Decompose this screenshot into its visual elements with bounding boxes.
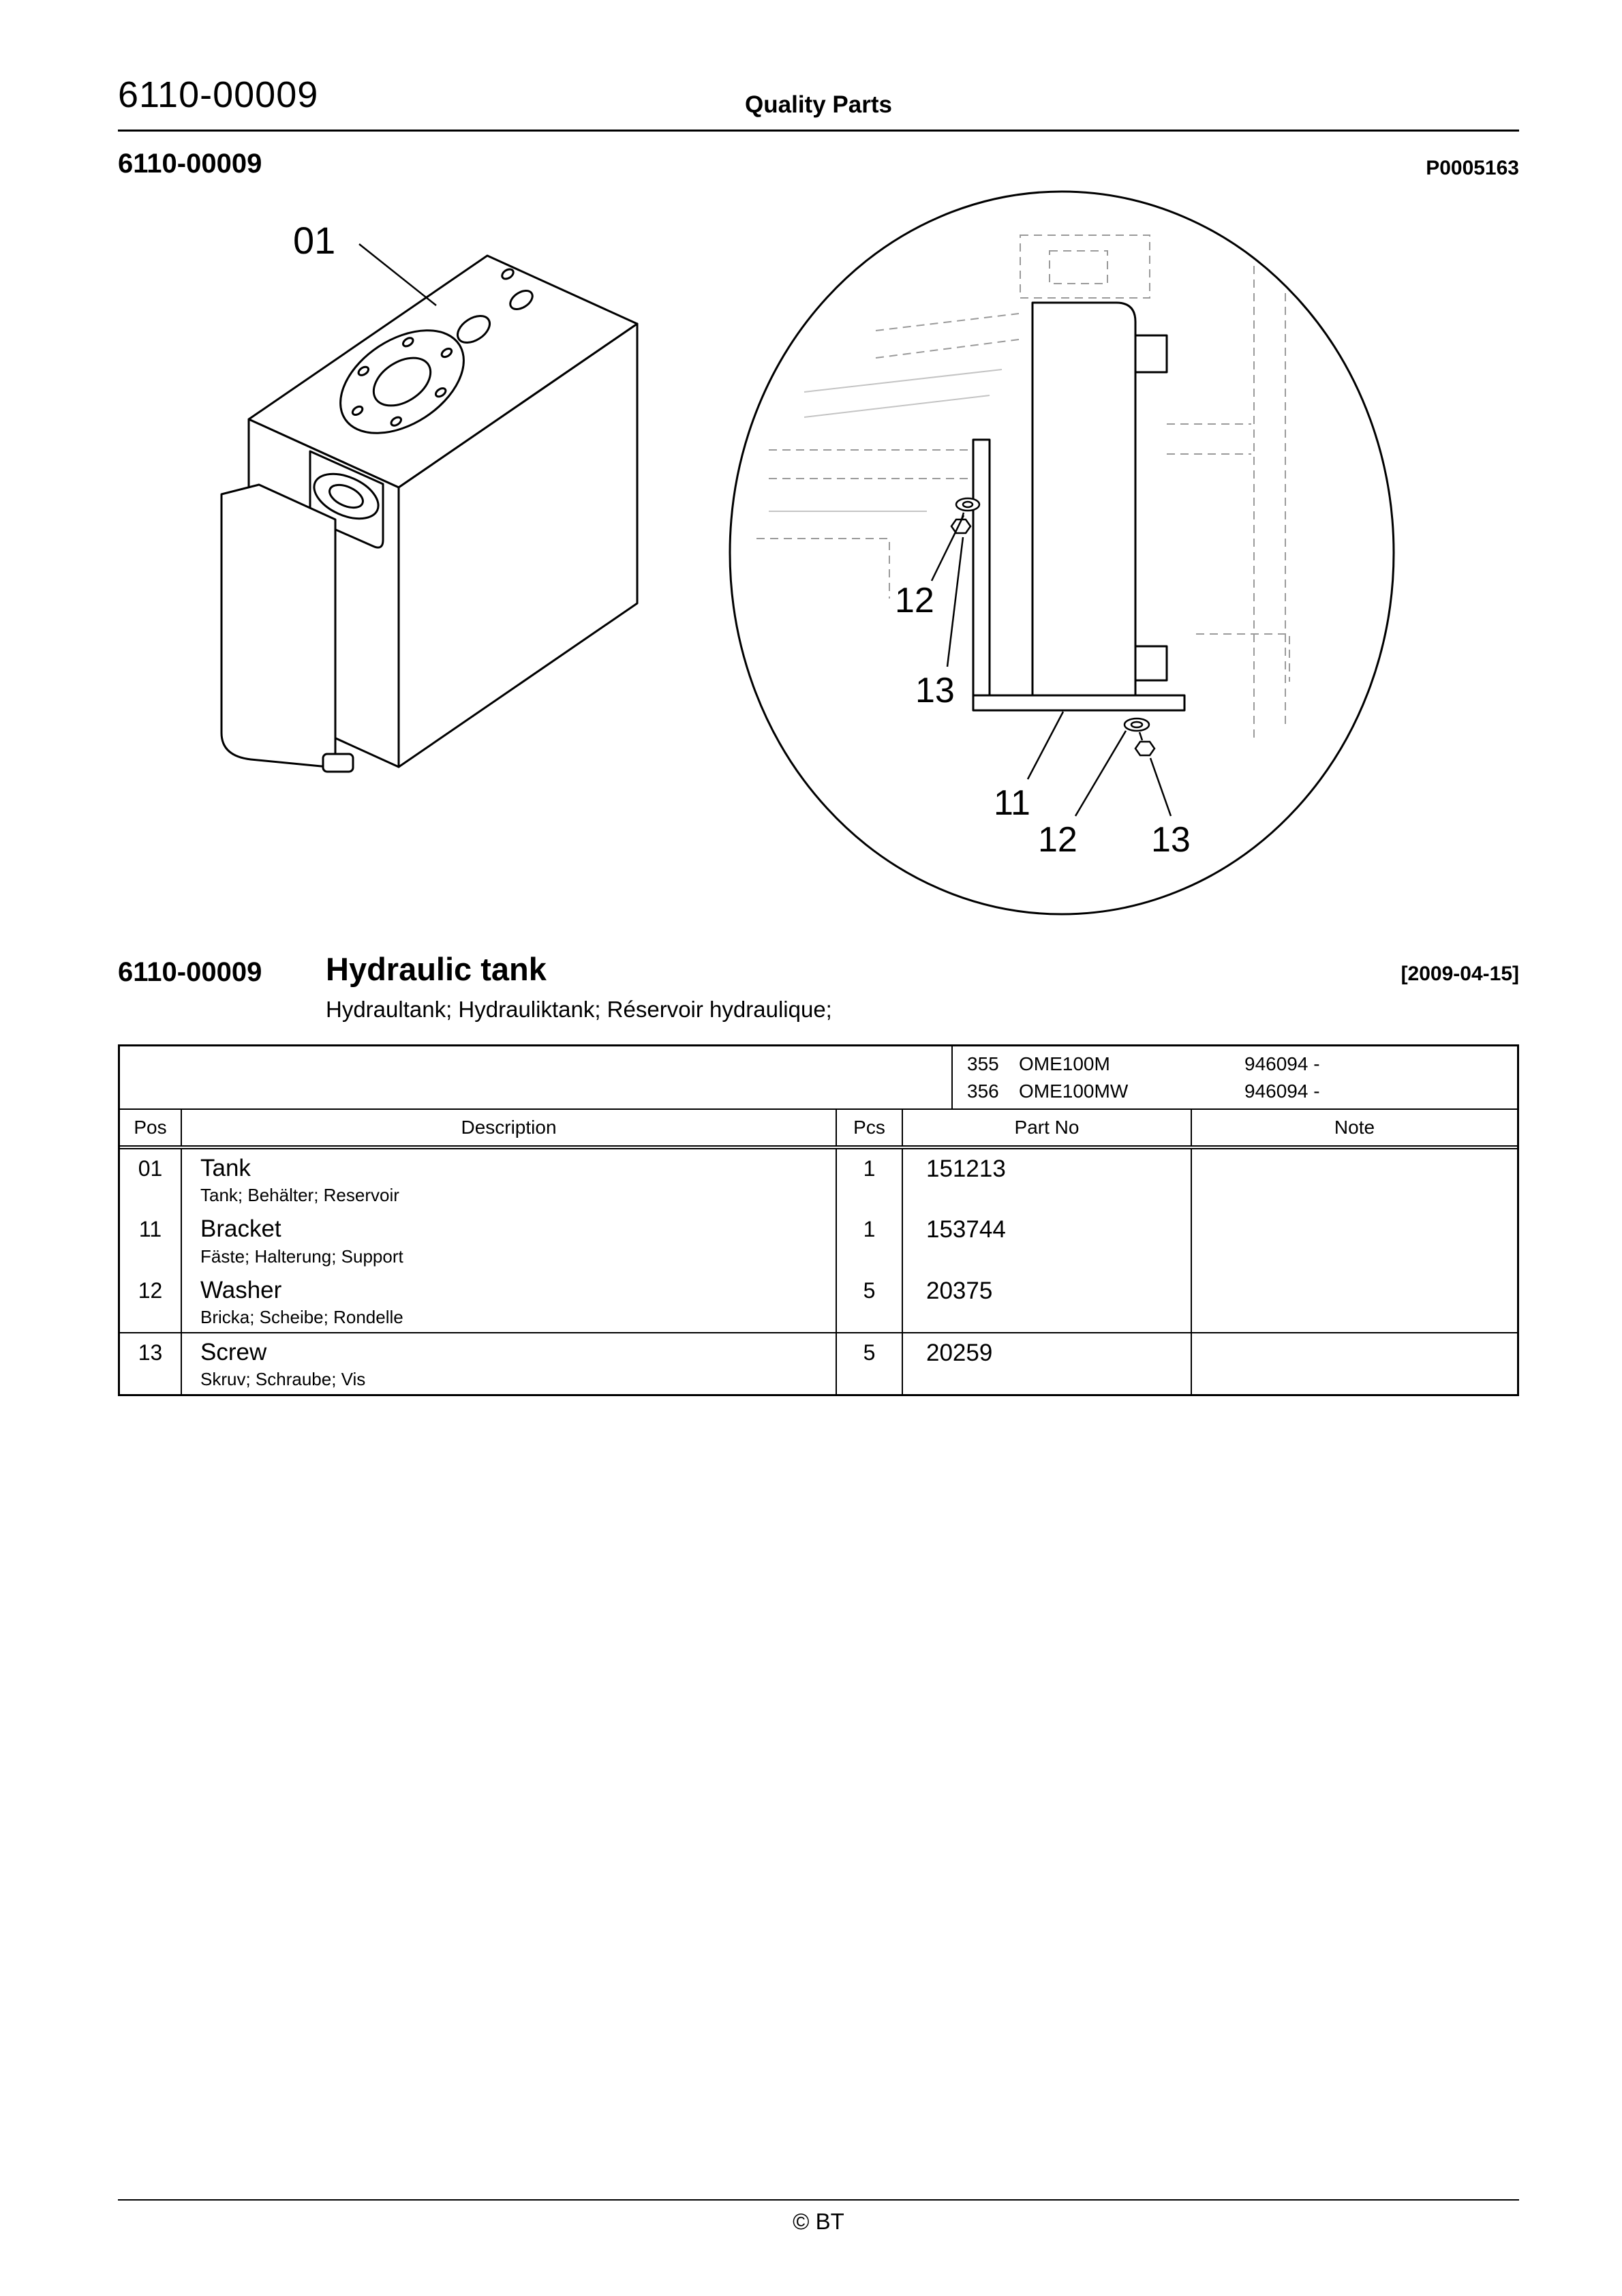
cell-part-no: 153744 xyxy=(903,1210,1192,1271)
bracket-leg xyxy=(973,440,990,697)
model-code: 355 xyxy=(967,1053,999,1074)
table-row xyxy=(120,1149,1517,1210)
callout-washer-lower: 12 xyxy=(1038,820,1077,860)
panel-tab-lower xyxy=(1135,646,1167,680)
cell-pcs: 5 xyxy=(837,1271,903,1332)
frame-panel xyxy=(1032,303,1167,695)
bracket-flange xyxy=(973,695,1184,710)
leader-tank xyxy=(359,244,436,305)
parts-figure xyxy=(0,157,1622,954)
fastener-lower xyxy=(1124,719,1154,755)
screw-lower-icon xyxy=(1135,742,1154,755)
cell-pcs: 1 xyxy=(837,1210,903,1271)
page-doc-number: 6110-00009 xyxy=(118,74,319,115)
cell-description xyxy=(182,1149,837,1210)
panel-outline xyxy=(1032,303,1135,695)
model-row xyxy=(967,1081,1517,1102)
callout-washer-upper: 12 xyxy=(895,581,934,620)
cell-description xyxy=(182,1333,837,1394)
model-serial: 946094 - xyxy=(1244,1080,1320,1102)
section-code: 6110-00009 xyxy=(118,957,262,987)
leader-screw-lower xyxy=(1150,758,1171,816)
cell-part-no: 20375 xyxy=(903,1271,1192,1332)
cell-pos: 11 xyxy=(120,1210,182,1271)
page-header-title: Quality Parts xyxy=(745,91,892,118)
cell-description xyxy=(182,1210,837,1271)
model-code: 356 xyxy=(967,1080,999,1102)
callout-screw-upper: 13 xyxy=(915,671,955,710)
cell-note xyxy=(1192,1149,1517,1210)
footer-rule xyxy=(118,2199,1519,2201)
header-rule xyxy=(118,130,1519,132)
cell-description xyxy=(182,1271,837,1332)
part-name-multilang: Skruv; Schraube; Vis xyxy=(200,1369,366,1389)
cell-pcs: 5 xyxy=(837,1333,903,1394)
section-title: Hydraulic tank xyxy=(326,951,547,987)
model-serial: 946094 - xyxy=(1244,1053,1320,1074)
table-row xyxy=(120,1332,1517,1394)
cell-pos: 01 xyxy=(120,1149,182,1210)
parts-table xyxy=(118,1044,1519,1396)
part-name: Tank xyxy=(200,1155,251,1181)
header-note: Note xyxy=(1334,1117,1375,1138)
leader-screw-upper xyxy=(947,537,963,667)
part-name-multilang: Tank; Behälter; Reservoir xyxy=(200,1185,399,1206)
tank-foot xyxy=(323,754,353,772)
detail-context-faint xyxy=(769,369,1002,511)
table-header-row xyxy=(120,1110,1517,1149)
part-name: Washer xyxy=(200,1276,282,1303)
header-description: Description xyxy=(182,1110,837,1145)
models-list xyxy=(953,1046,1517,1108)
tank-step xyxy=(221,485,335,768)
model-name: OME100M xyxy=(1019,1053,1110,1074)
callout-screw-lower: 13 xyxy=(1151,820,1191,860)
table-row xyxy=(120,1271,1517,1332)
header-pcs: Pcs xyxy=(837,1110,903,1145)
table-row xyxy=(120,1210,1517,1271)
header-pos: Pos xyxy=(120,1110,182,1145)
cell-note xyxy=(1192,1333,1517,1394)
panel-tab-upper xyxy=(1135,335,1167,372)
cell-pos: 12 xyxy=(120,1271,182,1332)
cell-note xyxy=(1192,1210,1517,1271)
part-name: Screw xyxy=(200,1338,267,1365)
detail-context-dashed xyxy=(756,235,1289,743)
figure-image-ref: P0005163 xyxy=(1426,157,1519,179)
tank-drawing xyxy=(221,256,637,772)
figure-doc-number: 6110-00009 xyxy=(118,149,262,179)
leader-washer-lower xyxy=(1075,731,1126,816)
cell-note xyxy=(1192,1271,1517,1332)
part-name-multilang: Bricka; Scheibe; Rondelle xyxy=(200,1306,403,1327)
cell-part-no: 151213 xyxy=(903,1149,1192,1210)
cell-pcs: 1 xyxy=(837,1149,903,1210)
leader-bracket xyxy=(1028,712,1063,779)
part-name: Bracket xyxy=(200,1215,281,1243)
cell-pos: 13 xyxy=(120,1333,182,1394)
cell-part-no: 20259 xyxy=(903,1333,1192,1394)
callout-tank: 01 xyxy=(293,219,336,262)
part-name-multilang: Fäste; Halterung; Support xyxy=(200,1245,403,1267)
header-part-no: Part No xyxy=(903,1110,1192,1145)
model-name: OME100MW xyxy=(1019,1080,1129,1102)
footer-copyright: © BT xyxy=(793,2209,844,2234)
callout-bracket: 11 xyxy=(994,783,1030,823)
section-subtitle: Hydraultank; Hydrauliktank; Réservoir hydraulique; xyxy=(326,997,832,1022)
models-empty-cell xyxy=(120,1046,953,1108)
models-section xyxy=(120,1046,1517,1110)
model-row xyxy=(967,1053,1517,1075)
section-date: [2009-04-15] xyxy=(1401,963,1519,985)
